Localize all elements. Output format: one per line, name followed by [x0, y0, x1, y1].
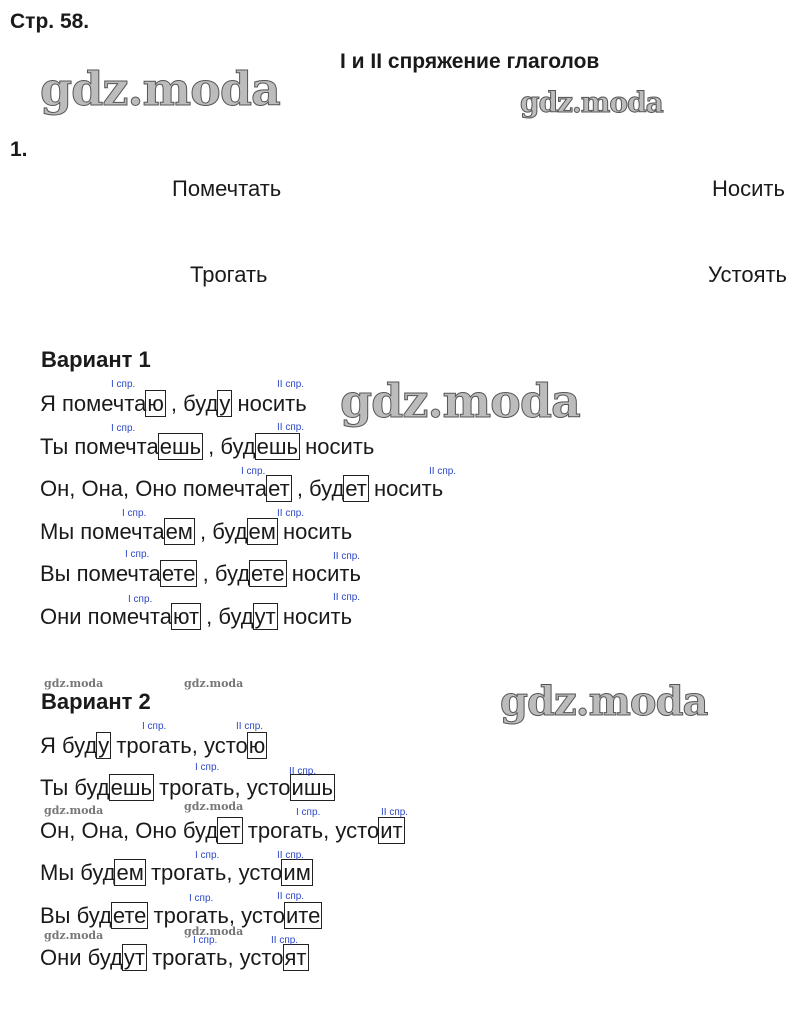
verb-word: Устоять: [708, 262, 788, 287]
watermark-small: gdz.moda: [184, 800, 244, 813]
ending-box: ят: [284, 945, 307, 970]
conj-tag-1: I спр.: [125, 549, 150, 560]
watermark-small: gdz.moda: [184, 925, 244, 938]
conj-tag-1: I спр.: [241, 466, 266, 477]
ending-box: им: [283, 860, 311, 885]
ending-box: ет: [219, 818, 241, 843]
watermark-logo: gdz.moda: [40, 62, 280, 116]
ending-box: ет: [268, 476, 290, 501]
ending-box: ишь: [291, 775, 333, 800]
ending-box: ете: [112, 903, 147, 928]
ending-box: ут: [254, 604, 276, 629]
ending-box: ю: [147, 391, 164, 416]
conj-tag-2: II спр.: [289, 766, 317, 777]
watermark-small: gdz.moda: [44, 677, 104, 690]
ending-box: ите: [285, 903, 321, 928]
ending-box: ют: [172, 604, 200, 629]
conjugation-row: Я помечтаю , буду носить: [40, 391, 307, 416]
conjugation-row: Они помечтают , будут носить: [40, 604, 353, 629]
watermark-logo: gdz.moda: [500, 678, 708, 725]
conjugation-row: Я буду трогать, устою: [40, 733, 266, 758]
conj-tag-2: II спр.: [277, 422, 305, 433]
conj-tag-2: II спр.: [277, 850, 305, 861]
conj-tag-2: II спр.: [333, 551, 361, 562]
conj-tag-2: II спр.: [429, 466, 457, 477]
conj-tag-2: II спр.: [277, 379, 305, 390]
conj-tag-2: II спр.: [333, 592, 361, 603]
conj-tag-1: I спр.: [195, 850, 220, 861]
conj-tag-1: I спр.: [193, 935, 218, 946]
verb-word: Помечтать: [172, 176, 282, 201]
ending-box: ешь: [256, 434, 298, 459]
conj-tag-1: I спр.: [296, 807, 321, 818]
conj-tag-1: I спр.: [142, 721, 167, 732]
conj-tag-2: II спр.: [277, 891, 305, 902]
conjugation-row: Мы помечтаем , будем носить: [40, 519, 353, 544]
conjugation-row: Он, Она, Оно будет трогать, устоит: [40, 818, 403, 843]
ending-box: ем: [116, 860, 144, 885]
ending-box: у: [219, 391, 231, 416]
conjugation-row: Ты будешь трогать, устоишь: [40, 775, 333, 800]
variant-2-title: Вариант 2: [41, 689, 151, 714]
ending-box: ит: [380, 818, 403, 843]
conj-tag-1: I спр.: [195, 762, 220, 773]
page-title: I и II спряжение глаголов: [340, 50, 600, 73]
conjugation-row: Вы будете трогать, устоите: [40, 903, 321, 928]
conj-tag-1: I спр.: [111, 379, 136, 390]
conjugation-row: Ты помечтаешь , будешь носить: [40, 434, 375, 459]
conjugation-row: Он, Она, Оно помечтает , будет носить: [40, 476, 444, 501]
ending-box: ешь: [159, 434, 202, 459]
watermark-logo: gdz.moda: [520, 86, 663, 119]
watermark-small: gdz.moda: [44, 929, 104, 942]
ending-box: ю: [248, 733, 266, 758]
ending-box: ем: [248, 519, 276, 544]
watermark-small: gdz.moda: [44, 804, 104, 817]
ending-box: ете: [251, 561, 285, 586]
verb-word: Носить: [712, 176, 785, 201]
conj-tag-2: II спр.: [277, 508, 305, 519]
page-label: Стр. 58.: [10, 10, 90, 33]
conj-tag-1: I спр.: [189, 893, 214, 904]
ending-box: ут: [123, 945, 145, 970]
conj-tag-2: II спр.: [236, 721, 264, 732]
conj-tag-1: I спр.: [122, 508, 147, 519]
variant-1-title: Вариант 1: [41, 347, 151, 372]
watermark-logo: gdz.moda: [340, 374, 580, 428]
watermark-small: gdz.moda: [184, 677, 244, 690]
task-number: 1.: [10, 138, 28, 161]
conj-tag-2: II спр.: [381, 807, 409, 818]
conj-tag-1: I спр.: [128, 594, 153, 605]
conj-tag-2: II спр.: [271, 935, 299, 946]
verb-word: Трогать: [190, 262, 268, 287]
ending-box: у: [98, 733, 110, 758]
ending-box: ете: [161, 561, 196, 586]
ending-box: ешь: [110, 775, 152, 800]
ending-box: ем: [165, 519, 193, 544]
conjugation-row: Мы будем трогать, устоим: [40, 860, 311, 885]
ending-box: ет: [345, 476, 367, 501]
conjugation-row: Вы помечтаете , будете носить: [40, 561, 361, 586]
conj-tag-1: I спр.: [111, 423, 136, 434]
conjugation-row: Они будут трогать, устоят: [40, 945, 307, 970]
